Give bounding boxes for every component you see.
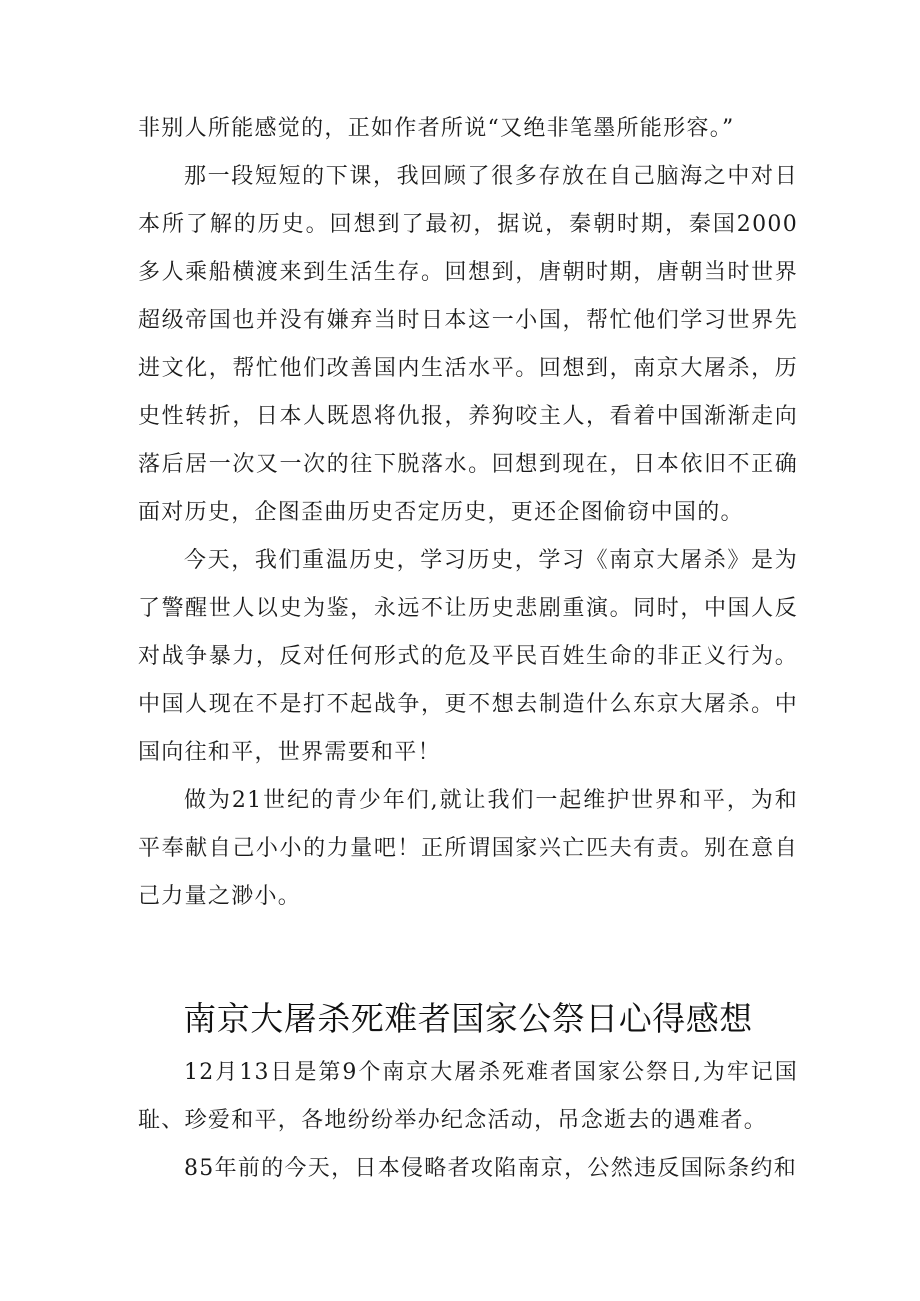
paragraph-85-years-ago: 85年前的今天，日本侵略者攻陷南京，公然违反国际条约和 <box>184 1156 798 1181</box>
paragraph-youth-peace: 做为21世纪的青少年们,就让我们一起维护世界和平，为和平奉献自己小小的力量吧！正所谓国家兴亡匹夫有责。别在意自己力量之渺小。 <box>138 788 798 909</box>
section-title: 南京大屠杀死难者国家公祭日心得感想 <box>183 999 753 1038</box>
paragraph-history-reflection: 那一段短短的下课，我回顾了很多存放在自己脑海之中对日本所了解的历史。回想到了最初，据说，秦朝时期，秦国2000多人乘船横渡来到生活生存。回想到，唐朝时期，唐朝当时世界超级帝国也并没有嫌弃当时日本这一小国，帮忙他们学习世界先进文化，帮忙他们改善国内生活水平。回想到，南京大屠杀，历史性转折，日本人既恩将仇报，养狗咬主人，看着中国渐渐走向落后居一次又一次的往下脱落水。回想到现在，日本依旧不正确面对历史，企图歪曲历史否定历史，更还企图偷窃中国的。 <box>138 164 798 525</box>
paragraph-memorial-day: 12月13日是第9个南京大屠杀死难者国家公祭日,为牢记国耻、珍爱和平，各地纷纷举办纪念活动，吊念逝去的遇难者。 <box>138 1060 798 1133</box>
paragraph-continuation: 非别人所能感觉的，正如作者所说“又绝非笔墨所能形容。” <box>138 116 735 141</box>
paragraph-learning-history: 今天，我们重温历史，学习历史，学习《南京大屠杀》是为了警醒世人以史为鉴，永远不让历史悲剧重演。同时，中国人反对战争暴力，反对任何形式的危及平民百姓生命的非正义行为。中国人现在不是打不起战争，更不想去制造什么东京大屠杀。中国向往和平，世界需要和平！ <box>138 548 798 765</box>
